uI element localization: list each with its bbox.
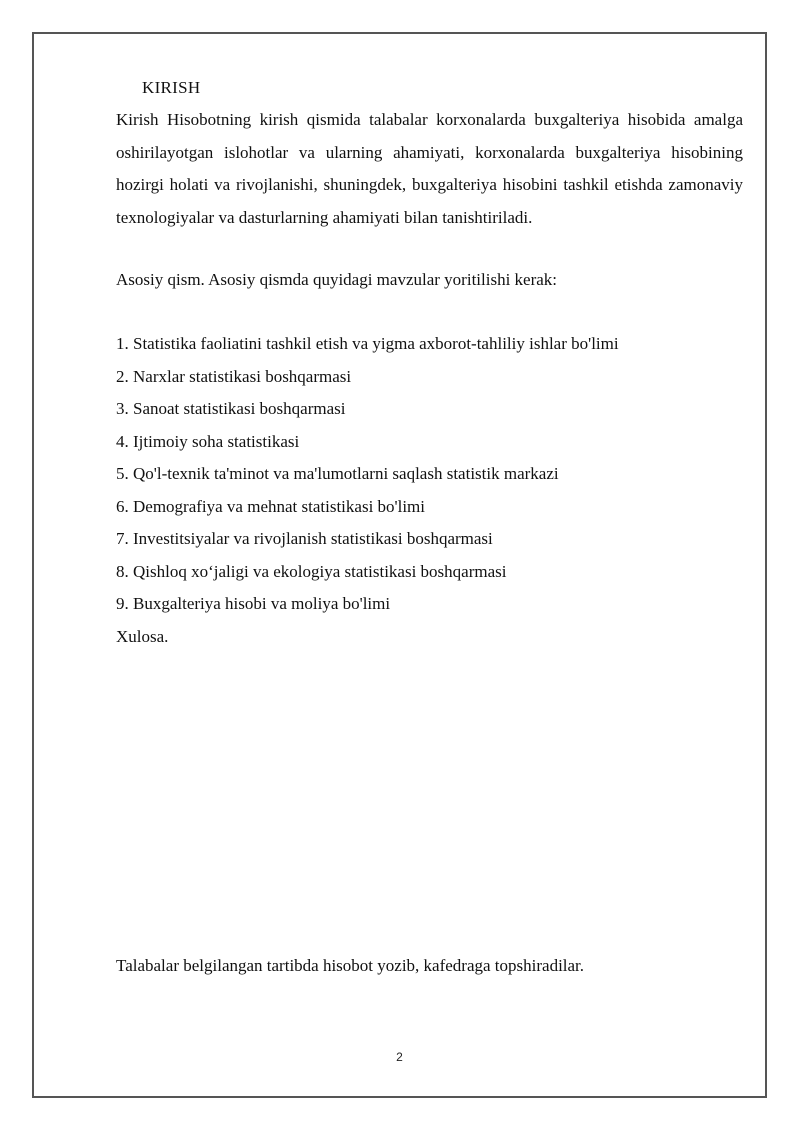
topic-item-2: 2. Narxlar statistikasi boshqarmasi [116,366,352,386]
main-section-title: Asosiy qism. Asosiy qismda quyidagi mavzular yoritilishi kerak: [116,270,558,289]
topic-list [116,328,743,621]
topic-item-8: 8. Qishloq xo‘jaligi va ekologiya statistikasi boshqarmasi [116,561,507,581]
conclusion-heading: Xulosa. [116,626,169,646]
topic-item-6: 6. Demografiya va mehnat statistikasi bo'limi [116,496,425,516]
document-page [32,32,767,1098]
intro-paragraph: Kirish Hisobotning kirish qismida talabalar korxonalarda buxgalteriya hisobida amalga oshirilayotgan islohotlar va ularning ahamiyati, korxonalarda buxgalteriya hisobining hozirgi holati va rivojlanishi, shuningdek, buxgalteriya hisobini tashkil etishda zamonaviy texnologiyalar va dasturlarning ahamiyati bilan tanishtiriladi. [116,110,743,227]
topic-item-1: 1. Statistika faoliatini tashkil etish va yigma axborot-tahliliy ishlar bo'limi [116,334,619,353]
page-content [116,76,743,653]
topic-item-7: 7. Investitsiyalar va rivojlanish statistikasi boshqarmasi [116,529,493,548]
topic-item-9: 9. Buxgalteriya hisobi va moliya bo'limi [116,594,391,613]
page-number: 2 [396,1050,403,1064]
page-heading: KIRISH [142,78,201,97]
topic-item-4: 4. Ijtimoiy soha statistikasi [116,431,300,451]
topic-item-5: 5. Qo'l-texnik ta'minot va ma'lumotlarni saqlash statistik markazi [116,464,559,483]
closing-sentence: Talabalar belgilangan tartibda hisobot yozib, kafedraga topshiradilar. [116,956,585,975]
topic-item-3: 3. Sanoat statistikasi boshqarmasi [116,399,346,418]
